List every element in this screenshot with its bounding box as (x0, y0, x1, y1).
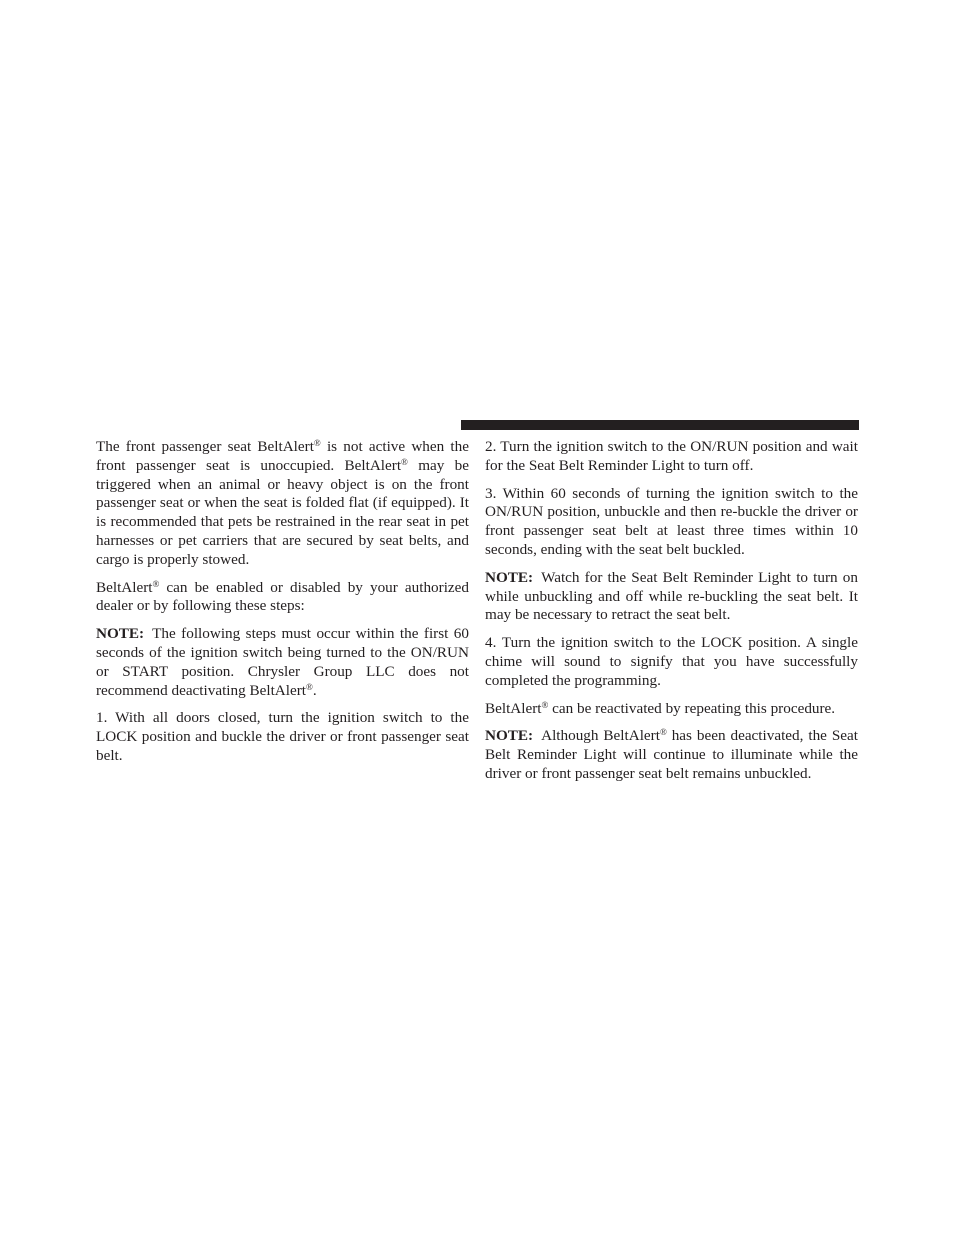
text-run: . (312, 681, 317, 699)
note-label: NOTE: (485, 568, 534, 586)
left-column (96, 438, 469, 775)
text-run: is not active when the front passenger seat is unoccupied. BeltAlert (96, 438, 469, 474)
beltalert-inactive-paragraph (96, 438, 469, 570)
note-label: NOTE: (485, 727, 534, 745)
step-1: 1. With all doors closed, turn the ignition switch to the LOCK position and buckle the driver or front passenger seat belt. (96, 709, 469, 764)
beltalert-enable-paragraph (96, 579, 469, 617)
step-2: 2. Turn the ignition switch to the ON/RUN position and wait for the Seat Belt Reminder Light to turn off. (485, 438, 858, 474)
registered-mark: ® (152, 578, 160, 589)
text-run: BeltAlert (485, 699, 542, 717)
section-header-bar (461, 420, 859, 430)
text-run: Watch for the Seat Belt Reminder Light to turn on while unbuckling and off while re-buckling the seat belt. It may be necessary to retract the seat belt. (485, 568, 858, 624)
step-4: 4. Turn the ignition switch to the LOCK position. A single chime will sound to signify that you have successfully completed the programming. (485, 634, 858, 689)
text-run: may be triggered when an animal or heavy object is on the front passenger seat or when the seat is folded flat (if equipped). It is recommended that pets be restrained in the rear seat in pet harnesses or pet carriers that are secured by seat belts, and cargo is properly stowed. (96, 456, 470, 568)
right-column (485, 438, 858, 793)
text-run: has been deactivated, the Seat Belt Reminder Light will continue to illuminate while the driver or front passenger seat belt remains unbuckled. (485, 727, 858, 782)
note-steps-timing (96, 625, 469, 700)
reactivate-paragraph (485, 700, 858, 719)
note-label: NOTE: (96, 625, 145, 643)
note-deactivated (485, 727, 858, 783)
registered-mark: ® (659, 727, 667, 738)
text-run: can be enabled or disabled by your authorized dealer or by following these steps: (96, 578, 469, 615)
text-run: can be reactivated by repeating this procedure. (548, 699, 836, 717)
step-3: 3. Within 60 seconds of turning the ignition switch to the ON/RUN position, unbuckle and then re-buckle the driver or front passenger seat belt at least three times within 10 seconds, ending with the seat belt buckled. (485, 484, 858, 558)
text-run: Although BeltAlert (541, 727, 660, 745)
registered-mark: ® (401, 456, 408, 467)
text-run: BeltAlert (96, 578, 153, 596)
registered-mark: ® (313, 438, 321, 448)
note-watch-light (485, 569, 858, 625)
registered-mark: ® (306, 681, 313, 692)
registered-mark: ® (541, 699, 549, 710)
text-run: The front passenger seat BeltAlert (96, 438, 314, 455)
text-run: The following steps must occur within the first 60 seconds of the ignition switch being turned to the ON/RUN or START position. Chrysler Group LLC does not recommend deactivating BeltAlert (96, 625, 469, 699)
